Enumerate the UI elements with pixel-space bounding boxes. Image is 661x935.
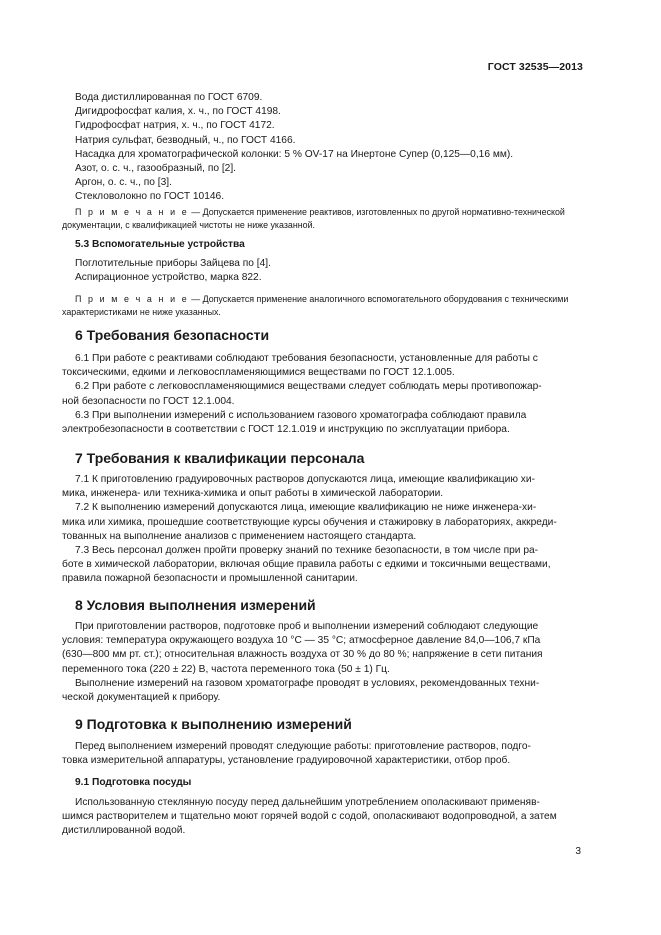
paragraph-line: ческой документацией к прибору. (62, 692, 221, 704)
paragraph-line: Использованную стеклянную посуду перед дальнейшим употреблением ополаскивают применяв- (75, 797, 540, 808)
paragraph-line: ной безопасности по ГОСТ 12.1.004. (62, 395, 235, 407)
paragraph-line: мика или химика, прошедшие соответствующие курсы обучения и стажировку в лабораториях, аккреди- (62, 516, 557, 528)
note-reagents (62, 206, 584, 231)
paragraph-line: Выполнение измерений на газовом хроматографе проводят в условиях, рекомендованных техни- (75, 677, 540, 689)
paragraph-line: дистиллированной водой. (62, 825, 186, 837)
section-title: 5.3 Вспомогательные устройства (75, 239, 245, 250)
paragraph-line: боте в химической лаборатории, включая общие правила работы с едкими и токсичными веществами, (62, 559, 551, 571)
standard-header: ГОСТ 32535—2013 (487, 61, 583, 73)
paragraph-line: (630—800 мм рт. ст.); относительная влажность воздуха от 30 % до 80 %; напряжение в сети питания (62, 649, 543, 661)
paragraph-line: переменного тока (220 ± 22) В, частота переменного тока (50 ± 1) Гц. (62, 663, 390, 675)
list-item: Поглотительные приборы Зайцева по [4]. (75, 258, 271, 269)
list-item: Аспирационное устройство, марка 822. (75, 272, 262, 284)
paragraph-line: электробезопасности в соответствии с ГОСТ 12.1.019 и инструкцию по эксплуатации прибора. (62, 424, 510, 436)
list-item: Натрия сульфат, безводный, ч., по ГОСТ 4166. (75, 134, 296, 146)
paragraph-line: 7.2 К выполнению измерений допускаются лица, имеющие квалификацию не ниже инженера-хи- (75, 502, 537, 514)
subsection-9-1 (75, 776, 584, 790)
paragraph-line: правила пожарной безопасности и промышленной санитарии. (62, 573, 358, 585)
auxiliary-devices-list (75, 257, 584, 285)
paragraph-line: Перед выполнением измерений проводят следующие работы: приготовление растворов, подго- (75, 741, 531, 752)
section-8-body (62, 620, 583, 705)
note-dash: — (191, 294, 201, 304)
page-number: 3 (575, 846, 581, 857)
paragraph-line: мика, инженера- или техника-химика и опыт работы в химической лаборатории. (62, 488, 444, 500)
paragraph-line: 7.3 Весь персонал должен пройти проверку знаний по технике безопасности, в том числе при ра- (75, 545, 539, 557)
note-text: характеристиками не ниже указанных. (62, 306, 221, 317)
section-8 (75, 597, 584, 613)
paragraph-line: 7.1 К приготовлению градуировочных растворов допускаются лица, имеющие квалификацию хи- (75, 474, 535, 485)
paragraph-line: условия: температура окружающего воздуха 10 °С — 35 °С; атмосферное давление 84,0—106,7 кПа (62, 635, 541, 647)
paragraph-line: 6.2 При работе с легковоспламеняющимися веществами следует соблюдать меры противопожар- (75, 381, 542, 393)
subsection-title: 9.1 Подготовка посуды (75, 777, 192, 788)
list-item: Насадка для хроматографической колонки: 5 % OV-17 на Инертоне Супер (0,125—0,16 мм). (75, 148, 514, 160)
list-item: Аргон, о. с. ч., по [3]. (75, 177, 172, 189)
section-6 (75, 327, 584, 343)
section-6-body (62, 352, 583, 437)
list-item: Вода дистиллированная по ГОСТ 6709. (75, 92, 263, 103)
section-9 (75, 716, 584, 732)
paragraph-line: шимся растворителем и тщательно моют горячей водой с содой, ополаскивают водопроводной, а затем (62, 811, 557, 823)
list-item: Стекловолокно по ГОСТ 10146. (75, 191, 225, 203)
note-label: П р и м е ч а н и е (75, 207, 189, 217)
note-devices (62, 293, 584, 318)
section-9-body (62, 740, 583, 768)
section-heading: 8 Условия выполнения измерений (75, 597, 316, 613)
section-heading: 6 Требования безопасности (75, 327, 270, 343)
section-7 (75, 450, 584, 466)
note-label: П р и м е ч а н и е (75, 294, 189, 304)
paragraph-line: При приготовлении растворов, подготовке проб и выполнении измерений соблюдают следующие (75, 621, 539, 632)
list-item: Гидрофосфат натрия, х. ч., по ГОСТ 4172. (75, 120, 275, 132)
paragraph-line: токсическими, едкими и легковоспламеняющимися веществами по ГОСТ 12.1.005. (62, 367, 455, 379)
paragraph-line: 6.1 При работе с реактивами соблюдают требования безопасности, установленные для работы с (75, 353, 538, 364)
paragraph-line: 6.3 При выполнении измерений с использованием газового хроматографа соблюдают правила (75, 409, 527, 421)
paragraph-line: тованных на выполнение анализов с применением настоящего стандарта. (62, 530, 417, 542)
subsection-9-1-body (62, 796, 583, 839)
section-heading: 9 Подготовка к выполнению измерений (75, 716, 352, 732)
reagent-list (75, 91, 584, 205)
note-text: документации, с квалификацией чистоты не ниже указанной. (62, 219, 316, 230)
list-item: Азот, о. с. ч., газообразный, по [2]. (75, 163, 236, 175)
note-text: Допускается применение аналогичного вспомогательного оборудования с техническими (202, 294, 569, 304)
note-dash: — (191, 207, 201, 217)
section-7-body (62, 473, 583, 587)
section-heading: 7 Требования к квалификации персонала (75, 450, 365, 466)
paragraph-line: товка измерительной аппаратуры, установление градуировочной характеристики, отбор проб. (62, 755, 511, 767)
section-5-3 (75, 238, 584, 252)
list-item: Дигидрофосфат калия, х. ч., по ГОСТ 4198. (75, 106, 281, 118)
note-text: Допускается применение реактивов, изготовленных по другой нормативно-технической (202, 207, 565, 217)
